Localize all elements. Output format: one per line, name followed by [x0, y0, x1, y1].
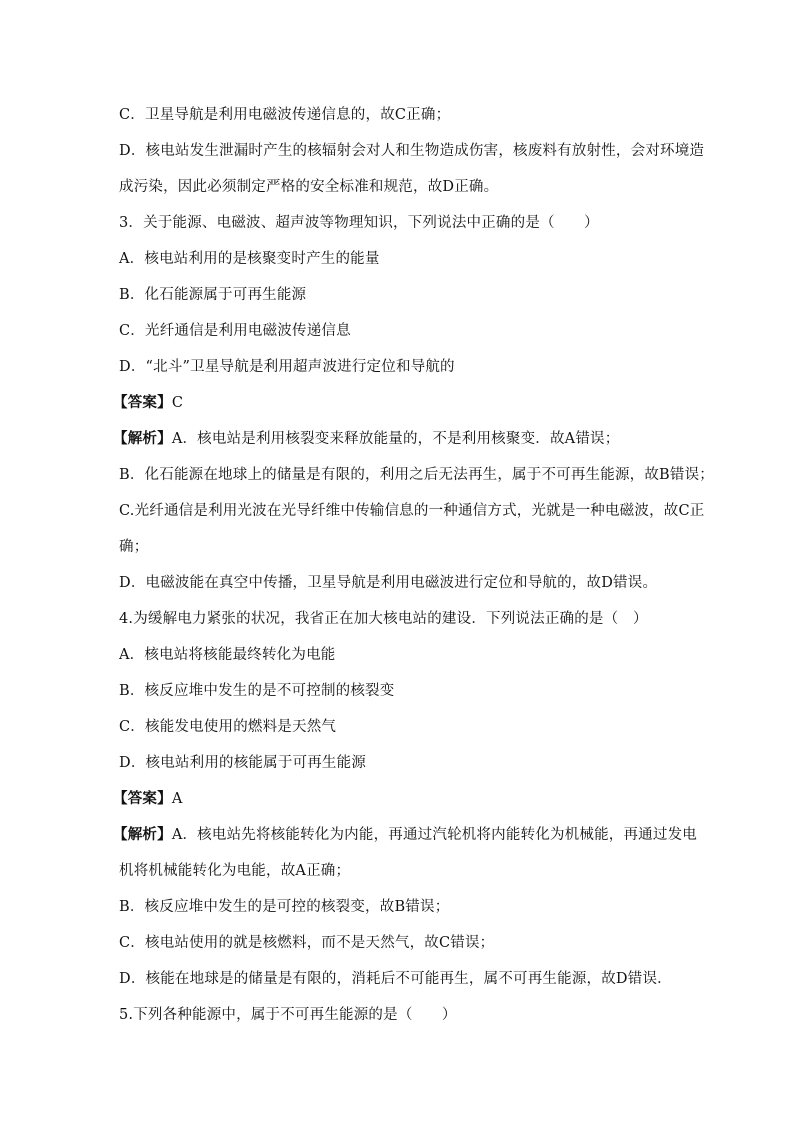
analysis-text: A．核电站是利用核裂变来释放能量的，不是利用核聚变．故A错误；: [171, 431, 620, 447]
text-line: D．电磁波能在真空中传播，卫星导航是利用电磁波进行定位和导航的，故D错误。: [119, 575, 658, 591]
question-4-option-c: C．核能发电使用的燃料是天然气: [119, 719, 337, 735]
question-4-stem: 4.为缓解电力紧张的状况，我省正在加大核电站的建设．下列说法正确的是（ ）: [119, 611, 648, 627]
analysis-tag: 【解析】: [113, 430, 172, 447]
analysis-tag: 【解析】: [113, 826, 172, 843]
question-4-option-b: B．核反应堆中发生的是不可控制的核裂变: [119, 683, 395, 699]
text-line: D．核能在地球是的储量是有限的，消耗后不可能再生，属不可再生能源，故D错误．: [119, 971, 672, 987]
question-4-option-a: A．核电站将核能最终转化为电能: [119, 647, 336, 663]
question-3-option-d: D．“北斗”卫星导航是利用超声波进行定位和导航的: [119, 359, 455, 375]
text-line: C．核电站使用的就是核燃料，而不是天然气，故C错误；: [119, 935, 495, 951]
text-line: B．化石能源在地球上的储量是有限的，利用之后无法再生，属于不可再生能源，故B错误；: [119, 467, 715, 483]
analysis-text: A．核电站先将核能转化为内能，再通过汽轮机将内能转化为机械能，再通过发电: [171, 827, 697, 843]
text-line: 确；: [119, 539, 149, 555]
question-3-stem: 3．关于能源、电磁波、超声波等物理知识，下列说法中正确的是（ ）: [119, 215, 599, 231]
question-4-option-d: D．核电站利用的核能属于可再生能源: [119, 755, 367, 771]
question-3-answer: [113, 394, 183, 412]
text-line: C.光纤通信是利用光波在光导纤维中传输信息的一种通信方式，光就是一种电磁波，故C正: [119, 503, 705, 519]
answer-tag: 【答案】: [113, 394, 172, 411]
question-5-stem: 5.下列各种能源中，属于不可再生能源的是（ ）: [119, 1007, 457, 1023]
question-3-option-b: B．化石能源属于可再生能源: [119, 287, 307, 303]
question-3-option-a: A．核电站利用的是核聚变时产生的能量: [119, 251, 380, 267]
question-4-analysis: [113, 826, 697, 844]
question-3-option-c: C．光纤通信是利用电磁波传递信息: [119, 323, 351, 339]
text-line: B．核反应堆中发生的是可控的核裂变，故B错误；: [119, 899, 450, 915]
answer-value: A: [171, 791, 183, 807]
text-line: 成污染，因此必须制定严格的安全标准和规范，故D正确。: [119, 179, 499, 195]
question-4-answer: [113, 790, 182, 808]
text-line: C．卫星导航是利用电磁波传递信息的，故C正确；: [119, 107, 451, 123]
text-line: 机将机械能转化为电能，故A正确；: [119, 863, 351, 879]
text-line: D．核电站发生泄漏时产生的核辐射会对人和生物造成伤害，核废料有放射性，会对环境造: [119, 143, 705, 159]
answer-tag: 【答案】: [113, 790, 172, 807]
question-3-analysis: [113, 430, 619, 448]
answer-value: C: [171, 395, 184, 411]
